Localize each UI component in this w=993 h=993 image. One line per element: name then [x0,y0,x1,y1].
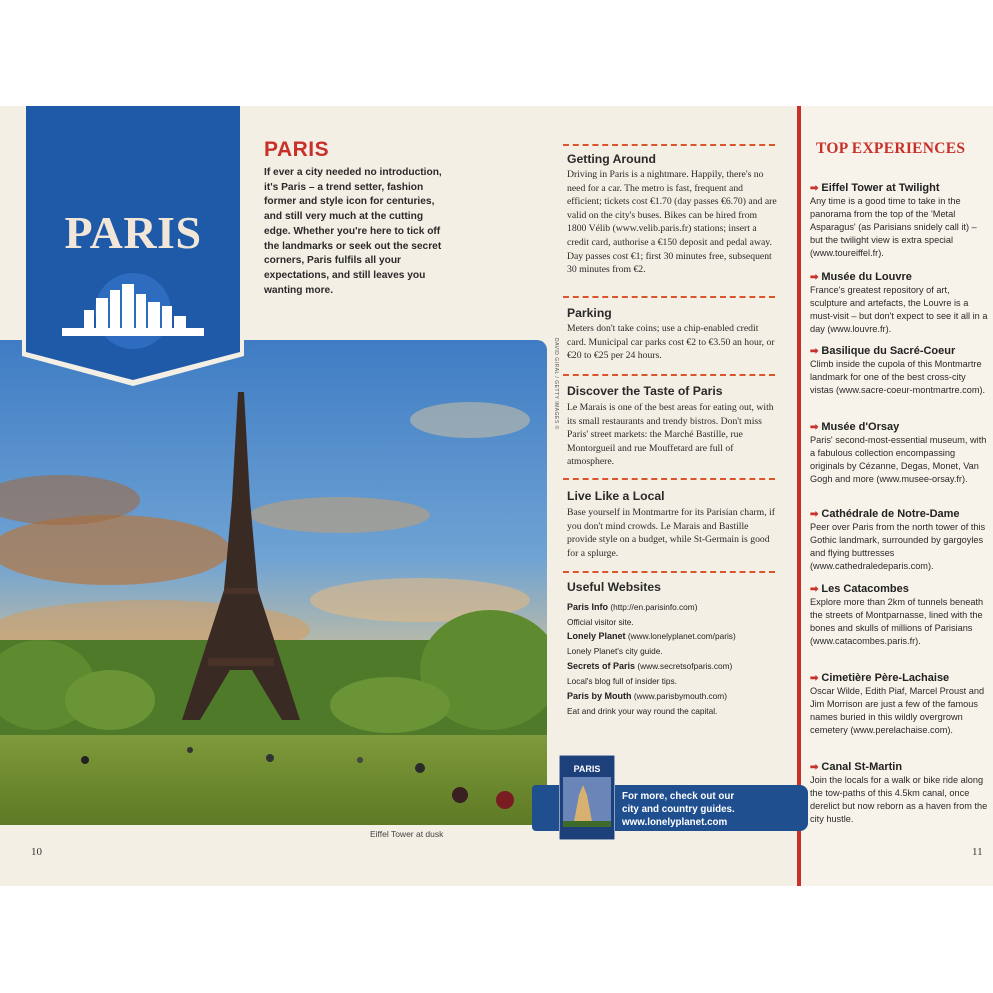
experience-title [810,421,988,433]
experience-text: France's greatest repository of art, sculpture and artefacts, the Louvre is a must-visit – but don't expect to see it all in a day (www.louvre.fr). [810,285,988,335]
experience-item [810,508,988,573]
experience-text: Explore more than 2km of tunnels beneath the streets of Montparnasse, lined with the bones and skulls of millions of Parisians (www.catacombes.paris.fr). [810,597,984,647]
website-url[interactable]: (www.parisbymouth.com) [631,691,727,701]
website-desc: Local's blog full of insider tips. [567,676,677,687]
experience-item [810,345,988,397]
experience-title [810,672,988,684]
website-desc: Lonely Planet's city guide. [567,646,663,657]
experience-item [810,583,988,648]
eiffel-tower-photo [0,340,547,825]
arrow-right-icon: ➡ [810,346,819,357]
section-divider [563,144,775,146]
section-divider [563,478,775,480]
arrow-right-icon: ➡ [810,673,819,684]
section-divider [563,296,775,298]
section-heading-getting-around: Getting Around [567,152,656,166]
experience-item [810,421,988,486]
experience-text: Paris' second-most-essential museum, with a fabulous collection encompassing originals by Cézanne, Degas, Monet, Van Gogh and more (www.musee-orsay.fr). [810,435,987,485]
website-name: Lonely Planet [567,631,626,641]
website-url[interactable]: (www.secretsofparis.com) [635,661,733,671]
experience-title [810,345,988,357]
section-heading-parking: Parking [567,306,612,320]
website-item [567,628,782,658]
website-name: Secrets of Paris [567,661,636,671]
experience-title-text: Canal St-Martin [821,761,903,773]
photo-caption: Eiffel Tower at dusk [370,829,444,839]
experience-title-text: Cimetière Père-Lachaise [821,672,950,684]
experience-item [810,761,988,826]
arrow-right-icon: ➡ [810,183,819,194]
experience-title-text: Musée du Louvre [821,271,912,283]
experience-title-text: Musée d'Orsay [821,421,900,433]
website-desc: Official visitor site. [567,617,634,628]
section-heading-local: Live Like a Local [567,489,665,503]
website-url[interactable]: (www.lonelyplanet.com/paris) [625,631,736,641]
experience-title [810,761,988,773]
experience-text: Peer over Paris from the north tower of this Gothic landmark, surrounded by gargoyles and flying buttresses (www.cathedraledeparis.com). [810,522,986,572]
experience-title-text: Les Catacombes [821,583,909,595]
website-desc: Eat and drink your way round the capital. [567,706,718,717]
experience-title-text: Cathédrale de Notre-Dame [821,508,960,520]
arrow-right-icon: ➡ [810,422,819,433]
guidebook-cover [559,755,615,840]
website-name: Paris by Mouth [567,691,632,701]
city-banner [22,106,244,386]
experience-text: Any time is a good time to take in the panorama from the top of the 'Metal Asparagus' (as Parisians snidely call it) – but the twilight view is extra special (www.toureiffel.fr). [810,196,977,259]
website-item [567,658,782,688]
arrow-right-icon: ➡ [810,762,819,773]
experience-text: Join the locals for a walk or bike ride along the tow-paths of this 4.5km canal, once derelict but now reborn as a haven from the city hustle. [810,775,988,825]
experience-text: Oscar Wilde, Edith Piaf, Marcel Proust and Jim Morrison are just a few of the famous names buried in this wildly overgrown cemetery (www.perelachaise.com). [810,686,985,736]
book-title: PARIS [573,764,601,774]
arrow-right-icon: ➡ [810,584,819,595]
section-text-taste: Le Marais is one of the best areas for eating out, with its small restaurants and trendy bistros. Don't miss Paris' street markets: the Marché Bastille, rue Montorgueil and rue Mouffetard are full of atmosphere. [567,402,774,468]
page-divider [797,106,801,886]
experience-item [810,672,988,737]
promo-line: For more, check out our [622,791,735,802]
website-url[interactable]: (http://en.parisinfo.com) [608,602,698,612]
experience-title-text: Eiffel Tower at Twilight [821,182,940,194]
websites-heading: Useful Websites [567,580,661,594]
top-experiences-heading: TOP EXPERIENCES [816,140,966,157]
banner-title: PARIS [64,207,202,258]
experience-title [810,182,988,194]
section-text-local: Base yourself in Montmartre for its Parisian charm, if you don't mind crowds. Le Marais and Bastille provide style on a budget, while St-Germain is good for a splurge. [567,507,775,559]
experience-item [810,271,988,336]
section-text-getting-around: Driving in Paris is a nightmare. Happily, there's no need for a car. The metro is fast, frequent and efficient; tickets cost €1.70 (day passes €6.70) and are valid on the city's buses. Bikes can be hired from 1800 Vélib (www.velib.paris.fr) stations; insert a credit card, authorise a €150 deposit and pedal away. Day passes cost €1; first 30 minutes free, subsequent 30 minutes from €2. [567,169,777,276]
website-item [567,688,782,718]
experience-title [810,583,988,595]
experience-title [810,508,988,520]
experience-text: Climb inside the cupola of this Montmartre landmark for one of the best cross-city vistas (www.sacre-coeur-montmartre.com). [810,359,986,396]
section-text-parking: Meters don't take coins; use a chip-enabled credit card. Municipal car parks cost €2 to €3.50 an hour, or €20 to €25 per 24 hours. [567,323,775,362]
arrow-right-icon: ➡ [810,272,819,283]
experience-item [810,182,988,260]
arrow-right-icon: ➡ [810,509,819,520]
photo-credit [550,338,560,428]
promo-text [622,790,802,829]
experience-title [810,271,988,283]
intro-heading: PARIS [264,138,330,161]
intro-text: If ever a city needed no introduction, it's Paris – a trend setter, fashion former and style icon for centuries, and still very much at the cutting edge. Whether you're here to tick off the landmarks or seek out the secret corners, Paris fulfils all your expectations, and still leaves you wanting more. [264,167,442,296]
section-divider [563,374,775,376]
photo-credit-text: DAVID GIRAL / GETTY IMAGES © [553,338,559,430]
page-number-left: 10 [31,846,42,858]
promo-line: city and country guides. [622,804,735,815]
section-divider [563,571,775,573]
website-item [567,599,782,629]
page-number-right: 11 [972,846,983,858]
website-name: Paris Info [567,602,609,612]
section-heading-taste: Discover the Taste of Paris [567,384,723,398]
experience-title-text: Basilique du Sacré-Coeur [821,345,956,357]
promo-link[interactable]: www.lonelyplanet.com [622,817,728,828]
